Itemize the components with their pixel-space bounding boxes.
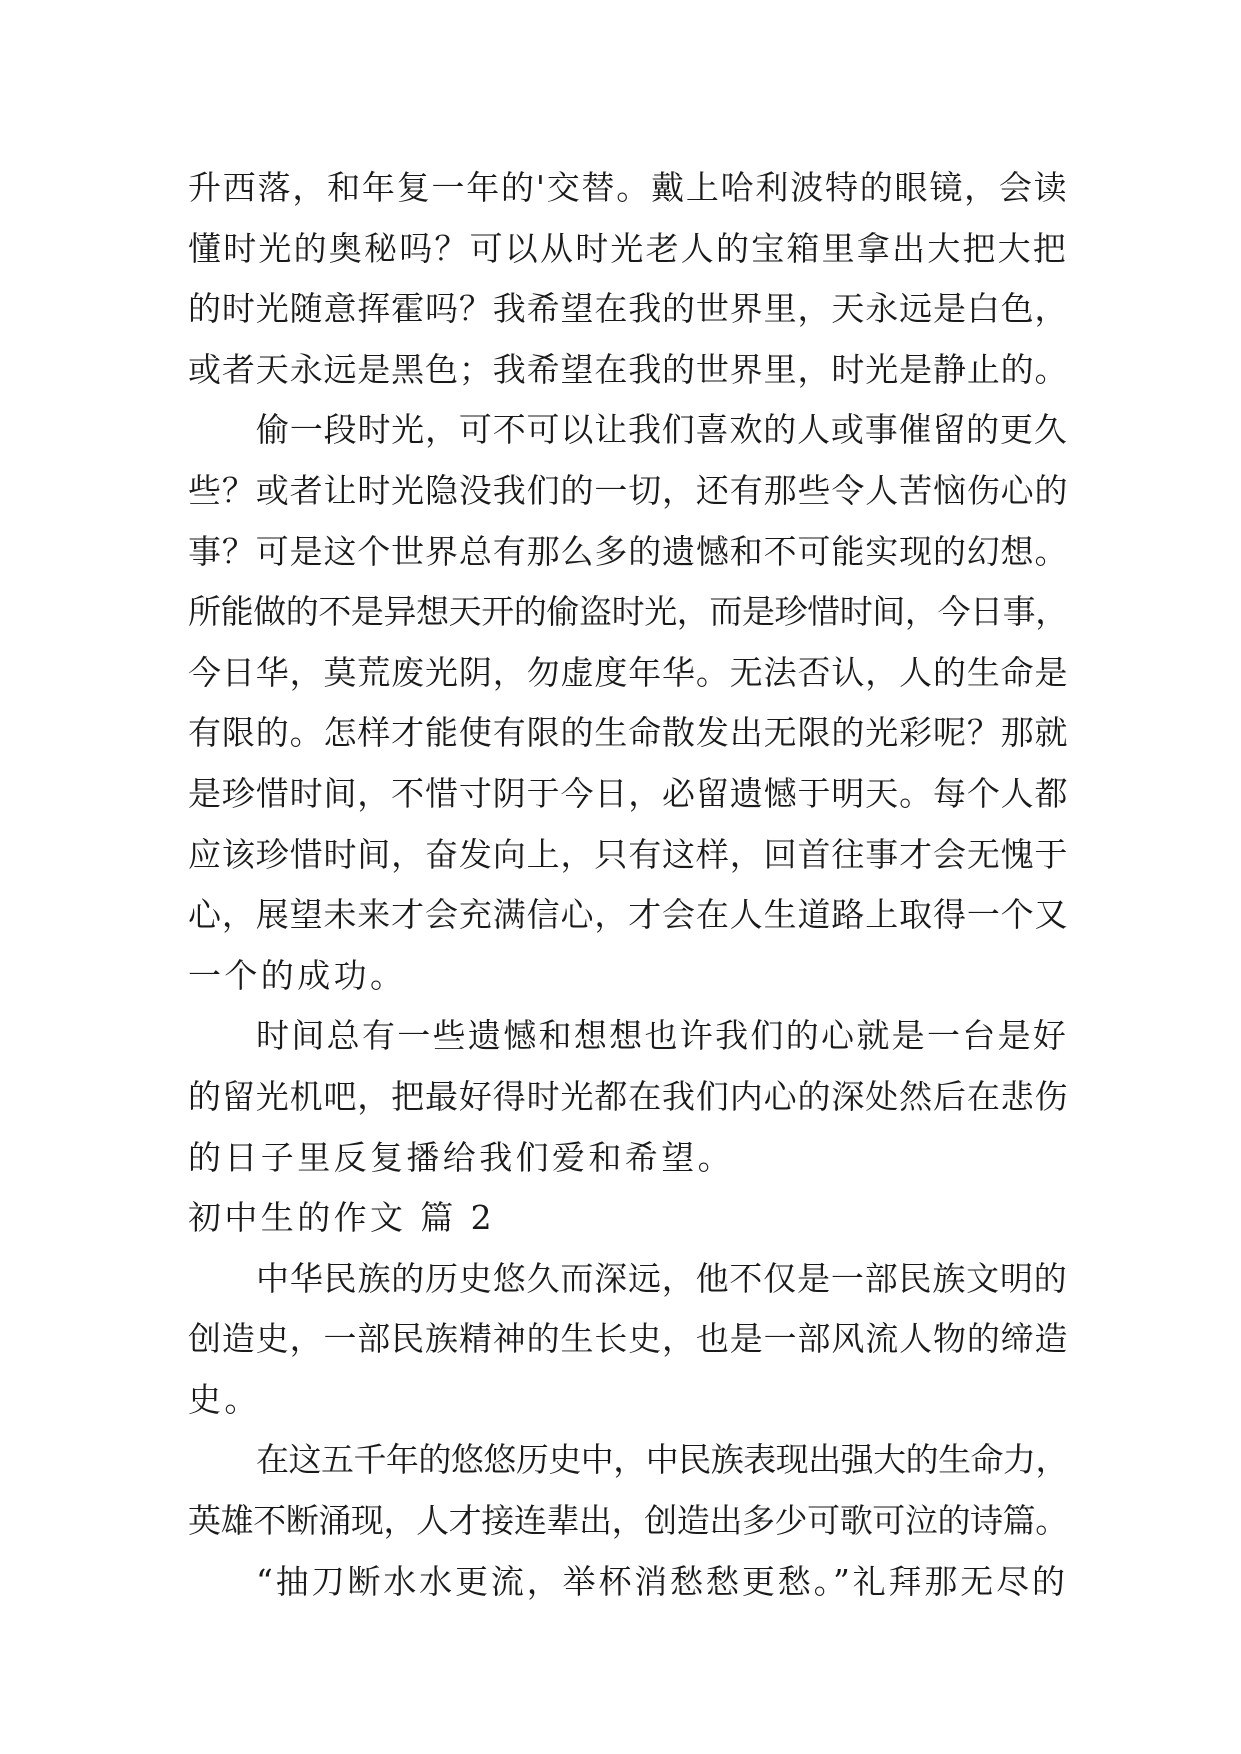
text-line: 今日华，莫荒废光阴，勿虚度年华。无法否认，人的生命是 — [188, 652, 1069, 692]
text-line: 升西落，和年复一年的'交替。戴上哈利波特的眼镜，会读 — [188, 168, 1069, 207]
section-heading: 初中生的作文 篇 2 — [188, 1198, 495, 1238]
text-line: 偷一段时光，可不可以让我们喜欢的人或事催留的更久 — [256, 410, 1068, 450]
essay-body — [188, 158, 1068, 1612]
text-line: 有限的。怎样才能使有限的生命散发出无限的光彩呢？那就 — [188, 713, 1069, 753]
text-line: 的时光随意挥霍吗？我希望在我的世界里，天永远是白色， — [188, 289, 1069, 329]
text-line: 应该珍惜时间，奋发向上，只有这样，回首往事才会无愧于 — [188, 834, 1069, 874]
text-line: 史。 — [188, 1379, 261, 1419]
text-line: 一个的成功。 — [188, 955, 407, 995]
text-line: 心，展望未来才会充满信心，才会在人生道路上取得一个又 — [188, 895, 1069, 935]
text-line: 所能做的不是异想天开的偷盗时光，而是珍惜时间，今日事， — [188, 592, 1068, 632]
text-line: 的留光机吧，把最好得时光都在我们内心的深处然后在悲伤 — [188, 1076, 1069, 1116]
text-line: 或者天永远是黑色；我希望在我的世界里，时光是静止的。 — [188, 349, 1069, 389]
text-line: 事？可是这个世界总有那么多的遗憾和不可能实现的幻想。 — [188, 531, 1069, 571]
text-line: 是珍惜时间，不惜寸阴于今日，必留遗憾于明天。每个人都 — [188, 773, 1069, 813]
text-line: 英雄不断涌现，人才接连辈出，创造出多少可歌可泣的诗篇。 — [188, 1501, 1068, 1541]
text-line: 懂时光的奥秘吗？可以从时光老人的宝箱里拿出大把大把 — [188, 228, 1068, 268]
text-line: 的日子里反复播给我们爱和希望。 — [188, 1137, 734, 1177]
text-line: 创造史，一部民族精神的生长史，也是一部风流人物的缔造 — [188, 1319, 1069, 1359]
text-line: 些？或者让时光隐没我们的一切，还有那些令人苦恼伤心的 — [188, 470, 1069, 510]
text-line: 时间总有一些遗憾和想想也许我们的心就是一台是好 — [256, 1016, 1069, 1056]
text-line: “抽刀断水水更流，举杯消愁愁更愁。”礼拜那无尽的 — [256, 1561, 1068, 1601]
text-line: 中华民族的历史悠久而深远，他不仅是一部民族文明的 — [256, 1258, 1068, 1298]
text-line: 在这五千年的悠悠历史中，中民族表现出强大的生命力， — [256, 1440, 1069, 1480]
